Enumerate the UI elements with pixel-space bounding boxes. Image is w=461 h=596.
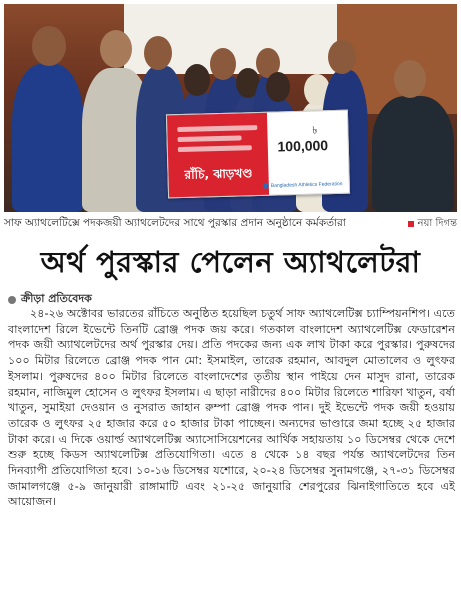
federation-logo-icon (263, 182, 269, 188)
check-brand (263, 180, 343, 188)
person-head-4 (184, 64, 210, 96)
byline-bullet-icon (8, 296, 16, 304)
person-head-1 (32, 26, 66, 66)
person-head-3 (144, 36, 172, 70)
credit-square-icon (408, 221, 414, 227)
person-official-2 (372, 96, 454, 212)
person-head-2 (100, 30, 132, 68)
photo-caption-row (4, 216, 457, 232)
photo-caption: সাফ অ্যাথলেটিক্সে পদকজয়ী অ্যাথলেটদের সাথে পুরস্কার প্রদান অনুষ্ঠানে কর্মকর্তারা (4, 216, 346, 229)
check-place-label: রাঁচি, ঝাড়খণ্ড (184, 166, 253, 182)
byline-text: ক্রীড়া প্রতিবেদক (21, 292, 92, 305)
check-amount: 100,000 (277, 137, 329, 155)
person-head-10 (328, 40, 356, 74)
person-athlete-1 (12, 64, 84, 212)
article-headline: অর্থ পুরস্কার পেলেন অ্যাথলেটরা (40, 245, 421, 279)
news-photo (4, 4, 457, 212)
article-body: ২৪-২৬ অক্টোবর ভারতের রাঁচিতে অনুষ্ঠিত হয়েছিল চতুর্থ সাফ অ্যাথলেটিক্স চ্যাম্পিয়নশিপ। এতে বাংলাদেশ রিলে ইভেন্টে তিনটি ব্রোঞ্জ পদক জয় করে। গতকাল বাংলাদেশ অ্যাথলেটিক্স ফেডারেশন পদক জয়ী অ্যাথলেটদের অর্থ পুরস্কার দেয়। প্রতি পদকের জন্য এক লাখ টাকা করে পুরস্কার। পুরুষদের ১০০ মিটার রিলেতে ব্রোঞ্জ পদক পান মো: ইসমাইল, তারেক রহমান, আবদুল মোতালেব ও লুৎফর ইসলাম। পুরুষদের ৪০০ মিটার রিলেতে বাংলাদেশের তৃতীয় স্থান পাইয়ে দেন মাসুদ রানা, তারেক রহমান, নাজিমুল হোসেন ও লুৎফর ইসলাম। এ ছাড়া নারীদের ৪০০ মিটার রিলেতে শারিফা খাতুন, বর্ষা খাতুন, সুমাইয়া দেওয়ান ও নুসরাত জাহান রুম্পা ব্রোঞ্জ পদক পান। দুই ইভেন্টে পদক জয়ী হওয়ায় তারেক ও লুৎফর ২৫ হাজার করে ৫০ হাজার টাকা পাচ্ছেন। অন্যদের ভাণ্ডারে জমা হচ্ছে ২৫ হাজার টাকা করে। এ দিকে ওয়ার্ল্ড অ্যাথলেটিক্স অ্যাসোসিয়েশনের আর্থিক সহায়তায় ১০ ডিসেম্বর থেকে দেশে শুরু হচ্ছে কিডস অ্যাথলেটিক্স প্রতিযোগিতা। এতে ৪ থেকে ১৪ বছর পর্যন্ত অ্যাথলেটদের তিন দিনব্যাপী প্রতিযোগিতা হবে। ১০-১৬ ডিসেম্বর যশোরে, ২০-২৪ ডিসেম্বর সুনামগঞ্জে, ২৭-৩১ ডিসেম্বর জামালগঞ্জে ৫-৯ জানুয়ারী রাঙ্গামাটি এবং ২১-২৫ জানুয়ারি শেরপুরের ঝিনাইগাতিতে হবে এই আয়োজন। (8, 307, 455, 509)
check-brand-text: Bangladesh Athletics Federation (270, 180, 343, 189)
prize-check (166, 110, 350, 199)
person-head-8 (266, 72, 290, 102)
check-currency: ৳ (312, 125, 318, 137)
person-head-5 (210, 48, 236, 80)
photo-credit (408, 216, 458, 233)
photo-credit-text: নয়া দিগন্ত (417, 217, 457, 229)
person-head-11 (394, 60, 426, 98)
